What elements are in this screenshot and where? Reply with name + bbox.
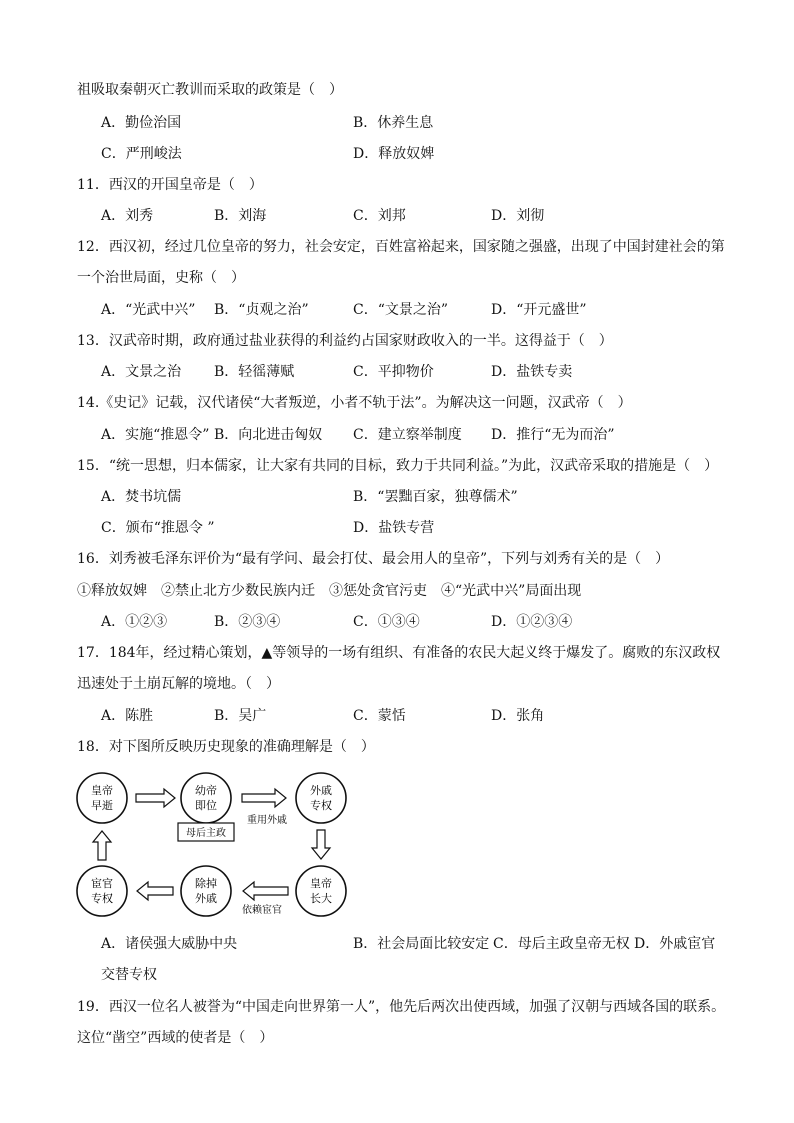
q13-option-b[interactable]: B．轻徭薄赋 [214, 364, 295, 380]
diagram-arrow-left-1 [243, 882, 288, 900]
svg-text:除掉: 除掉 [195, 877, 217, 890]
q18-option-b[interactable]: B．社会局面比较安定 [353, 936, 490, 952]
q17-stem-line2: 迅速处于土崩瓦解的境地。（ ） [77, 676, 280, 692]
svg-text:早逝: 早逝 [91, 799, 113, 812]
diagram-arrow-left-2 [137, 882, 173, 900]
q13-option-a[interactable]: A．文景之治 [101, 364, 182, 380]
diagram-arrow-down [312, 830, 330, 859]
diagram-arrow-right-2 [242, 789, 286, 807]
q10-option-b[interactable]: B．休养生息 [353, 115, 434, 131]
diagram-node-remove-consort-clan [181, 866, 231, 916]
svg-text:外戚: 外戚 [195, 892, 217, 905]
svg-text:皇帝: 皇帝 [310, 877, 332, 890]
svg-text:皇帝: 皇帝 [91, 784, 113, 797]
q17-option-a[interactable]: A．陈胜 [101, 708, 154, 724]
q18-cycle-diagram [72, 768, 362, 928]
diagram-edge-label-rely-eunuch: 依赖宦官 [242, 905, 282, 916]
svg-text:外戚: 外戚 [310, 784, 332, 797]
q15-stem: 15．“统一思想，归本儒家，让大家有共同的目标，致力于共同利益。”为此，汉武帝采取的措施是（ ） [77, 458, 719, 474]
q13-option-c[interactable]: C．平抑物价 [353, 364, 434, 380]
q18-option-c[interactable]: C．母后主政皇帝无权 [493, 936, 630, 952]
q10-option-a[interactable]: A．勤俭治国 [101, 115, 182, 131]
q15-option-d[interactable]: D．盐铁专营 [353, 520, 435, 536]
svg-text:宦官: 宦官 [91, 877, 113, 890]
svg-text:长大: 长大 [310, 892, 332, 905]
q19-stem-line1: 19．西汉一位名人被誉为“中国走向世界第一人”，他先后两次出使西域，加强了汉朝与西域各国的联系。 [77, 999, 726, 1015]
q19-stem-line2: 这位“凿空”西域的使者是（ ） [77, 1030, 274, 1046]
q18-stem: 18．对下图所反映历史现象的准确理解是（ ） [77, 739, 375, 755]
svg-text:即位: 即位 [195, 799, 217, 812]
diagram-node-emperor-early-death [77, 773, 127, 823]
q18-option-d-continuation: 交替专权 [101, 967, 157, 983]
diagram-node-consort-clan-power [296, 773, 346, 823]
diagram-node-emperor-grown [296, 866, 346, 916]
q10-option-d[interactable]: D．释放奴婢 [353, 146, 435, 162]
q12-option-c[interactable]: C．“文景之治” [353, 302, 449, 318]
q11-option-d[interactable]: D．刘彻 [491, 208, 545, 224]
q18-option-a[interactable]: A．诸侯强大威胁中央 [101, 936, 238, 952]
q11-option-a[interactable]: A．刘秀 [101, 208, 154, 224]
svg-text:专权: 专权 [310, 799, 332, 812]
q15-option-a[interactable]: A．焚书坑儒 [101, 489, 182, 505]
q13-stem: 13．汉武帝时期，政府通过盐业获得的利益约占国家财政收入的一半。这得益于（ ） [77, 333, 613, 349]
q14-option-b[interactable]: B．向北进击匈奴 [214, 427, 323, 443]
q10-option-c[interactable]: C．严刑峻法 [101, 146, 182, 162]
q12-option-d[interactable]: D．“开元盛世” [491, 302, 587, 318]
q14-stem: 14.《史记》记载，汉代诸侯“大者叛逆，小者不轨于法”。为解决这一问题，汉武帝（ ） [77, 395, 632, 411]
q14-option-a[interactable]: A．实施“推恩令” [101, 427, 210, 443]
q12-stem-line2: 一个治世局面，史称（ ） [77, 270, 245, 286]
q12-option-a[interactable]: A．“光武中兴” [101, 302, 196, 318]
q16-option-a[interactable]: A．①②③ [101, 614, 168, 630]
diagram-node-child-emperor [181, 773, 231, 823]
diagram-arrow-up [93, 831, 111, 860]
svg-text:专权: 专权 [91, 892, 113, 905]
q15-option-b[interactable]: B．“罢黜百家，独尊儒术” [353, 489, 518, 505]
q18-option-d[interactable]: D．外戚宦官 [634, 936, 716, 952]
diagram-node-eunuch-power [77, 866, 127, 916]
q10-stem: 祖吸取秦朝灭亡教训而采取的政策是（ ） [77, 82, 343, 98]
q12-option-b[interactable]: B．“贞观之治” [214, 302, 309, 318]
q11-stem: 11．西汉的开国皇帝是（ ） [77, 177, 263, 193]
q11-option-b[interactable]: B．刘海 [214, 208, 267, 224]
q16-stem: 16．刘秀被毛泽东评价为“最有学问、最会打仗、最会用人的皇帝”，下列与刘秀有关的是（ ） [77, 551, 670, 567]
diagram-arrow-right-1 [136, 789, 175, 807]
diagram-edge-label-favor-consort: 重用外戚 [247, 815, 287, 826]
q13-option-d[interactable]: D．盐铁专卖 [491, 364, 573, 380]
q16-option-d[interactable]: D．①②③④ [491, 614, 573, 630]
q14-option-d[interactable]: D．推行“无为而治” [491, 427, 615, 443]
q16-items: ①释放奴婢 ②禁止北方少数民族内迁 ③惩处贪官污吏 ④“光武中兴”局面出现 [77, 583, 582, 599]
q17-option-b[interactable]: B．吴广 [214, 708, 267, 724]
q15-option-c[interactable]: C．颁布“推恩令 ” [101, 520, 215, 536]
diagram-box-empress-regency [178, 823, 234, 841]
q12-stem-line1: 12．西汉初，经过几位皇帝的努力，社会安定，百姓富裕起来，国家随之强盛，出现了中国封建社会的第 [77, 239, 725, 255]
q17-stem-line1: 17．184年，经过精心策划，▲等领导的一场有组织、有准备的农民大起义终于爆发了。腐败的东汉政权 [77, 645, 721, 661]
q17-option-d[interactable]: D．张角 [491, 708, 545, 724]
svg-text:母后主政: 母后主政 [186, 828, 226, 839]
q16-option-b[interactable]: B．②③④ [214, 614, 281, 630]
q16-option-c[interactable]: C．①③④ [353, 614, 420, 630]
q14-option-c[interactable]: C．建立察举制度 [353, 427, 462, 443]
q17-option-c[interactable]: C．蒙恬 [353, 708, 406, 724]
q11-option-c[interactable]: C．刘邦 [353, 208, 406, 224]
svg-text:幼帝: 幼帝 [195, 784, 217, 797]
